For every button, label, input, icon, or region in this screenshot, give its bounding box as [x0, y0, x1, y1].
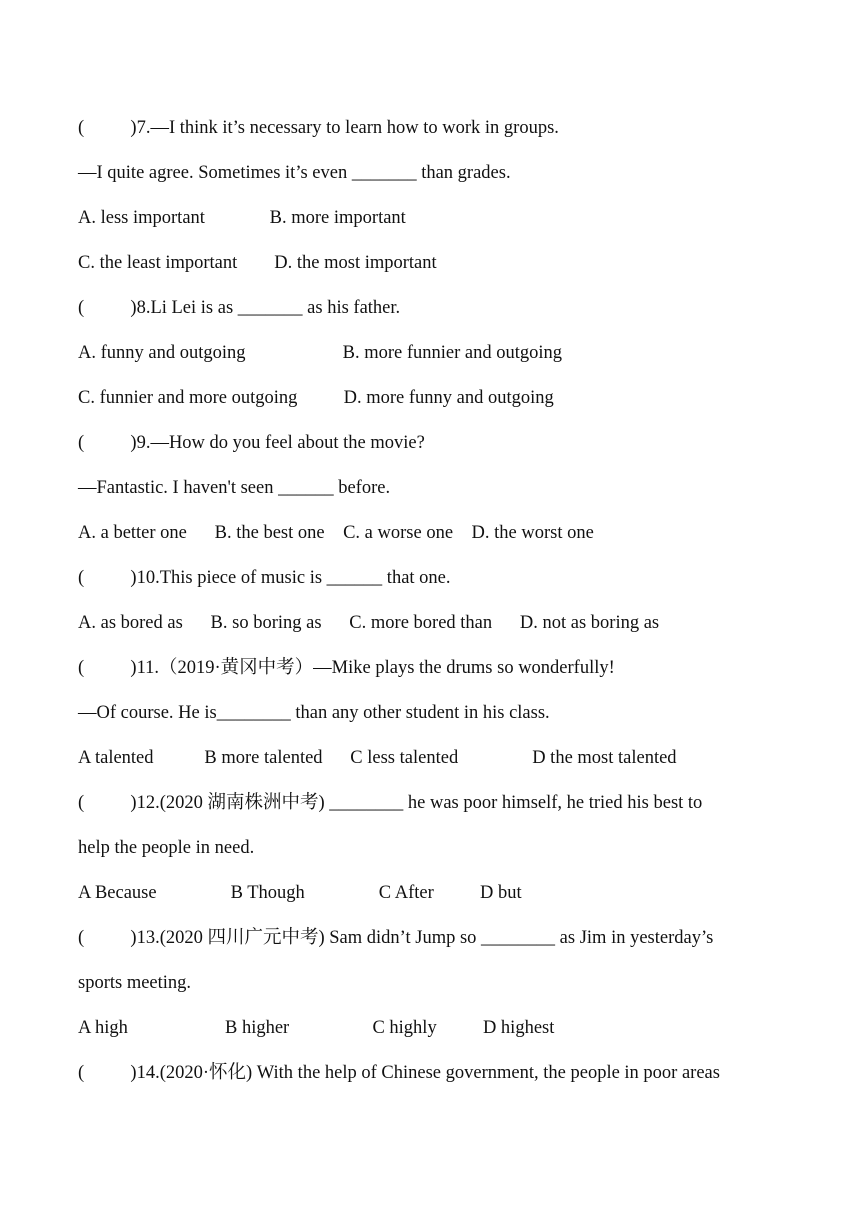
- question-11-stem: ( )11.（2019·黄冈中考）—Mike plays the drums so wonderfully!: [78, 658, 615, 678]
- question-8-options-ab: A. funny and outgoing B. more funnier and outgoing: [78, 343, 563, 363]
- question-8-stem: ( )8.Li Lei is as _______ as his father.: [78, 298, 401, 318]
- question-7-options-ab: A. less important B. more important: [78, 208, 406, 228]
- question-12-stem-continued: help the people in need.: [78, 838, 255, 858]
- question-11-reply: —Of course. He is________ than any other student in his class.: [78, 703, 550, 723]
- question-10-stem: ( )10.This piece of music is ______ that one.: [78, 568, 451, 588]
- question-8-options-cd: C. funnier and more outgoing D. more funny and outgoing: [78, 388, 554, 408]
- question-7-stem: ( )7.—I think it’s necessary to learn how to work in groups.: [78, 118, 559, 138]
- question-13-stem: ( )13.(2020 四川广元中考) Sam didn’t Jump so ________ as Jim in yesterday’s: [78, 928, 714, 948]
- question-7-reply: —I quite agree. Sometimes it’s even _______ than grades.: [78, 163, 511, 183]
- question-13-options: A high B higher C highly D highest: [78, 1018, 555, 1038]
- question-11-options: A talented B more talented C less talented D the most talented: [78, 748, 677, 768]
- question-12-stem: ( )12.(2020 湖南株洲中考) ________ he was poor himself, he tried his best to: [78, 793, 703, 813]
- question-9-reply: —Fantastic. I haven't seen ______ before.: [78, 478, 391, 498]
- question-14-stem: ( )14.(2020·怀化) With the help of Chinese government, the people in poor areas: [78, 1063, 720, 1083]
- question-9-options: A. a better one B. the best one C. a worse one D. the worst one: [78, 523, 594, 543]
- question-7-options-cd: C. the least important D. the most important: [78, 253, 437, 273]
- question-13-stem-continued: sports meeting.: [78, 973, 192, 993]
- question-9-stem: ( )9.—How do you feel about the movie?: [78, 433, 425, 453]
- question-12-options: A Because B Though C After D but: [78, 883, 522, 903]
- question-10-options: A. as bored as B. so boring as C. more bored than D. not as boring as: [78, 613, 660, 633]
